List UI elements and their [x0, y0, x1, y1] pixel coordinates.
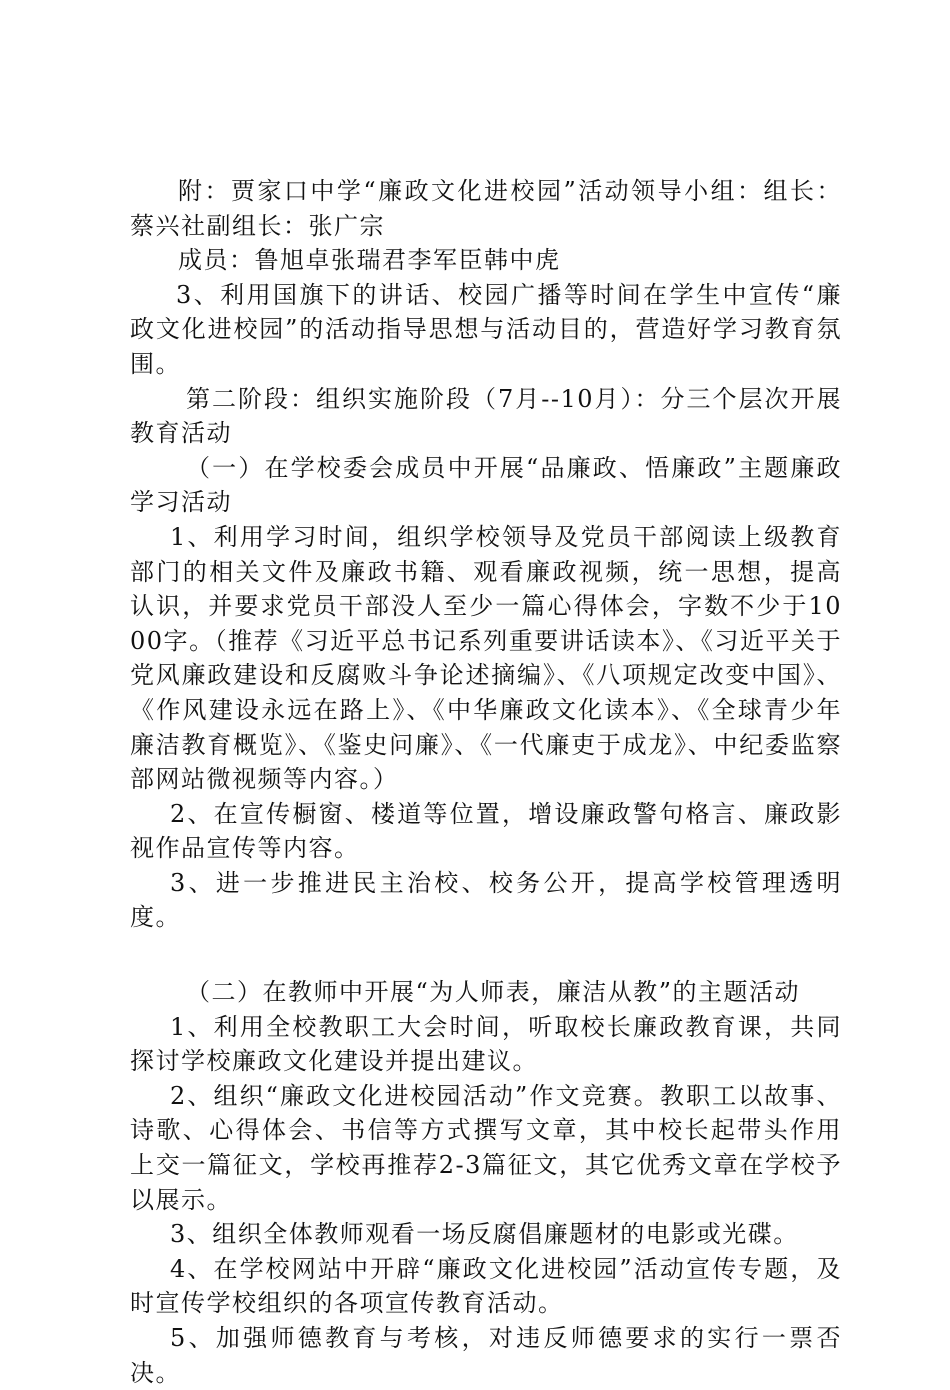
section-two-item-4: 4、在学校网站中开辟“廉政文化进校园”活动宣传专题，及时宣传学校组织的各项宣传教育活动。 [130, 1254, 842, 1318]
section-two-item-1: 1、利用全校教职工大会时间，听取校长廉政教育课，共同探讨学校廉政文化建设并提出建议。 [130, 1012, 842, 1076]
stage-two-heading: 第二阶段：组织实施阶段（7月--10月）：分三个层次开展教育活动 [130, 384, 842, 448]
section-two-item-5: 5、加强师德教育与考核，对违反师德要求的实行一票否决。 [130, 1324, 842, 1387]
section-one-heading: （一）在学校委会成员中开展“品廉政、悟廉政”主题廉政学习活动 [130, 453, 842, 517]
section-one-item-1: 1、利用学习时间，组织学校领导及党员干部阅读上级教育部门的相关文件及廉政书籍、观看廉政视频，统一思想，提高认识，并要求党员干部没人至少一篇心得体会，字数不少于1000字。（推荐《习近平总书记系列重要讲话读本》、《习近平关于党风廉政建设和反腐败斗争论述摘编》、《八项规定改变中国》、《作风建设永远在路上》、《中华廉政文化读本》、《全球青少年廉洁教育概览》、《鉴史问廉》、《一代廉吏于成龙》、中纪委监察部网站微视频等内容。） [130, 522, 842, 794]
section-two-heading: （二）在教师中开展“为人师表，廉洁从教”的主题活动 [186, 978, 801, 1007]
document-body [130, 174, 842, 1390]
flag-speech-paragraph: 3、利用国旗下的讲话、校园广播等时间在学生中宣传“廉政文化进校园”的活动指导思想与活动目的，营造好学习教育氛围。 [130, 280, 842, 378]
section-two-item-3: 3、组织全体教师观看一场反腐倡廉题材的电影或光碟。 [170, 1220, 799, 1249]
appendix-paragraph: 附：贾家口中学“廉政文化进校园”活动领导小组：组长：蔡兴社副组长：张广宗 [130, 177, 842, 240]
members-paragraph: 成员：鲁旭卓张瑞君李军臣韩中虎 [178, 246, 561, 275]
section-one-item-3: 3、进一步推进民主治校、校务公开，提高学校管理透明度。 [130, 868, 842, 932]
section-two-item-2: 2、组织“廉政文化进校园活动”作文竞赛。教职工以故事、诗歌、心得体会、书信等方式撰写文章，其中校长起带头作用上交一篇征文，学校再推荐2-3篇征文，其它优秀文章在学校予以展示。 [130, 1081, 842, 1214]
section-one-item-2: 2、在宣传橱窗、楼道等位置，增设廉政警句格言、廉政影视作品宣传等内容。 [130, 799, 842, 863]
paragraph-gap [130, 935, 842, 975]
